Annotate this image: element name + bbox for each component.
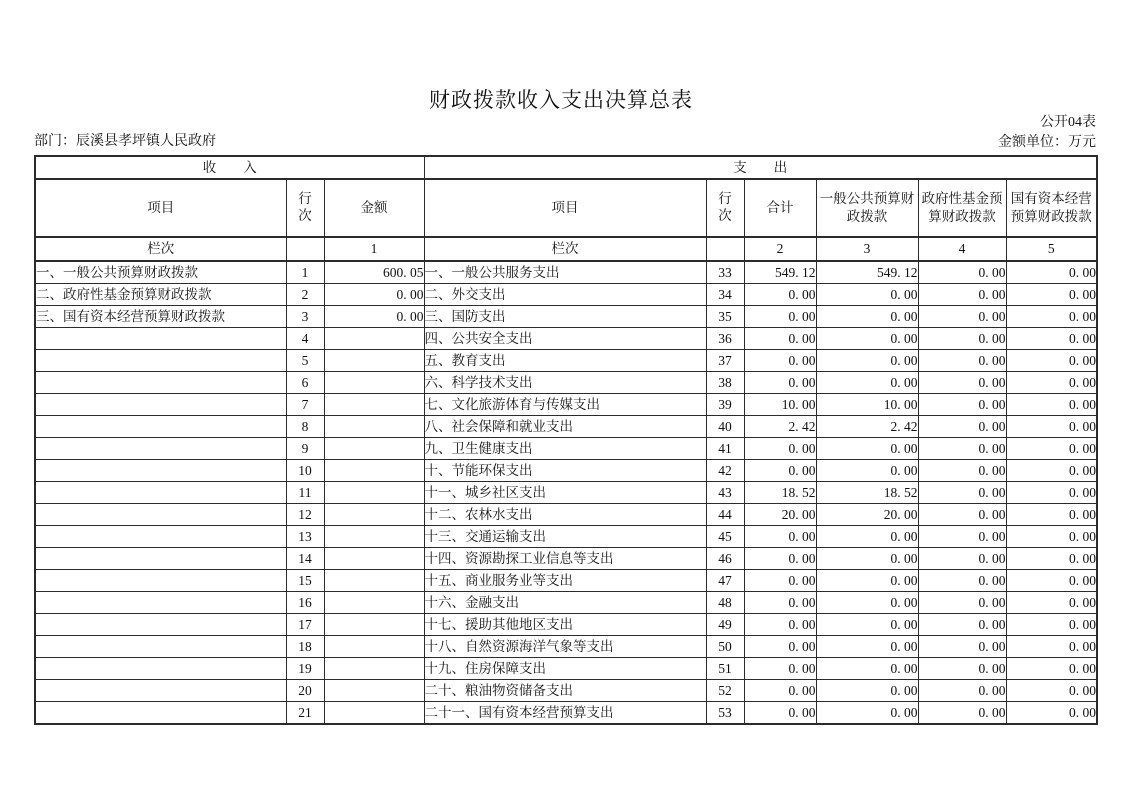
expense-total-cell: 20. 00 xyxy=(744,504,816,526)
department-label: 部门：辰溪县孝坪镇人民政府 xyxy=(34,134,216,149)
general-budget-cell: 20. 00 xyxy=(816,504,918,526)
expense-row-no-cell: 42 xyxy=(706,460,744,482)
table-body xyxy=(35,156,1097,724)
income-row-no-cell: 9 xyxy=(286,438,324,460)
expense-item-cell: 十九、住房保障支出 xyxy=(424,658,706,680)
expense-row-no-cell: 45 xyxy=(706,526,744,548)
state-capital-cell: 0. 00 xyxy=(1006,350,1097,372)
state-capital-cell: 0. 00 xyxy=(1006,614,1097,636)
income-item-cell xyxy=(35,504,286,526)
income-row-no-cell: 7 xyxy=(286,394,324,416)
income-item-cell xyxy=(35,570,286,592)
expense-item-cell: 四、公共安全支出 xyxy=(424,328,706,350)
table-row xyxy=(35,526,1097,548)
state-capital-cell: 0. 00 xyxy=(1006,372,1097,394)
table-row xyxy=(35,306,1097,328)
gov-fund-cell: 0. 00 xyxy=(918,261,1006,284)
expense-total-header: 合计 xyxy=(744,179,816,237)
general-budget-cell: 0. 00 xyxy=(816,680,918,702)
expense-row-no-cell: 50 xyxy=(706,636,744,658)
expense-row-no-cell: 44 xyxy=(706,504,744,526)
income-amount-cell xyxy=(324,680,424,702)
general-budget-cell: 0. 00 xyxy=(816,592,918,614)
expense-item-cell: 十七、援助其他地区支出 xyxy=(424,614,706,636)
table-row xyxy=(35,416,1097,438)
gov-fund-cell: 0. 00 xyxy=(918,438,1006,460)
income-row-no-cell: 8 xyxy=(286,416,324,438)
general-budget-cell: 0. 00 xyxy=(816,702,918,725)
expense-item-cell: 一、一般公共服务支出 xyxy=(424,261,706,284)
state-capital-cell: 0. 00 xyxy=(1006,636,1097,658)
state-capital-cell: 0. 00 xyxy=(1006,328,1097,350)
income-row-no-cell: 3 xyxy=(286,306,324,328)
income-row-no-cell: 4 xyxy=(286,328,324,350)
general-budget-cell: 18. 52 xyxy=(816,482,918,504)
general-budget-cell: 0. 00 xyxy=(816,526,918,548)
expense-item-cell: 十二、农林水支出 xyxy=(424,504,706,526)
expense-row-no-cell: 38 xyxy=(706,372,744,394)
expense-total-cell: 0. 00 xyxy=(744,658,816,680)
income-item-header: 项目 xyxy=(35,179,286,237)
expense-item-cell: 十一、城乡社区支出 xyxy=(424,482,706,504)
state-capital-cell: 0. 00 xyxy=(1006,306,1097,328)
gov-fund-cell: 0. 00 xyxy=(918,570,1006,592)
income-item-cell: 三、国有资本经营预算财政拨款 xyxy=(35,306,286,328)
state-capital-cell: 0. 00 xyxy=(1006,504,1097,526)
gov-fund-cell: 0. 00 xyxy=(918,592,1006,614)
expense-row-no-cell: 53 xyxy=(706,702,744,725)
state-capital-cell: 0. 00 xyxy=(1006,570,1097,592)
expense-total-cell: 0. 00 xyxy=(744,592,816,614)
income-row-no-cell: 10 xyxy=(286,460,324,482)
expense-total-cell: 0. 00 xyxy=(744,328,816,350)
general-budget-cell: 10. 00 xyxy=(816,394,918,416)
expense-item-cell: 七、文化旅游体育与传媒支出 xyxy=(424,394,706,416)
income-item-cell xyxy=(35,702,286,725)
expense-total-cell: 0. 00 xyxy=(744,702,816,725)
gov-fund-cell: 0. 00 xyxy=(918,372,1006,394)
amount-unit-label: 金额单位：万元 xyxy=(998,135,1096,150)
income-amount-cell xyxy=(324,372,424,394)
gov-fund-cell: 0. 00 xyxy=(918,460,1006,482)
expense-total-cell: 0. 00 xyxy=(744,350,816,372)
income-amount-cell xyxy=(324,592,424,614)
income-amount-cell xyxy=(324,658,424,680)
expense-item-cell: 二十一、国有资本经营预算支出 xyxy=(424,702,706,725)
expense-item-cell: 五、教育支出 xyxy=(424,350,706,372)
income-item-cell: 二、政府性基金预算财政拨款 xyxy=(35,284,286,306)
income-item-cell xyxy=(35,460,286,482)
expense-row-no-header-label: 行次 xyxy=(718,191,732,223)
income-item-cell xyxy=(35,680,286,702)
income-item-cell xyxy=(35,592,286,614)
income-amount-cell xyxy=(324,548,424,570)
income-amount-cell xyxy=(324,416,424,438)
income-amount-cell xyxy=(324,614,424,636)
general-budget-header: 一般公共预算财政拨款 xyxy=(816,179,918,237)
general-budget-cell: 0. 00 xyxy=(816,460,918,482)
column-header-row xyxy=(35,179,1097,237)
state-capital-cell: 0. 00 xyxy=(1006,482,1097,504)
expense-item-cell: 八、社会保障和就业支出 xyxy=(424,416,706,438)
income-amount-cell xyxy=(324,394,424,416)
state-capital-cell: 0. 00 xyxy=(1006,526,1097,548)
table-code-label: 公开04表 xyxy=(1040,115,1096,130)
expense-item-cell: 二十、粮油物资储备支出 xyxy=(424,680,706,702)
expense-row-no-cell: 51 xyxy=(706,658,744,680)
income-amount-header: 金额 xyxy=(324,179,424,237)
expense-total-cell: 0. 00 xyxy=(744,614,816,636)
expense-total-cell: 0. 00 xyxy=(744,636,816,658)
gov-fund-cell: 0. 00 xyxy=(918,350,1006,372)
income-item-cell xyxy=(35,482,286,504)
expense-item-cell: 十五、商业服务业等支出 xyxy=(424,570,706,592)
gov-fund-cell: 0. 00 xyxy=(918,328,1006,350)
income-amount-cell xyxy=(324,504,424,526)
state-capital-cell: 0. 00 xyxy=(1006,702,1097,725)
expense-total-cell: 0. 00 xyxy=(744,284,816,306)
page-title: 财政拨款收入支出决算总表 xyxy=(429,88,693,112)
income-item-cell xyxy=(35,350,286,372)
table-row xyxy=(35,658,1097,680)
general-budget-cell: 0. 00 xyxy=(816,438,918,460)
expense-row-no-cell: 40 xyxy=(706,416,744,438)
table-row xyxy=(35,350,1097,372)
income-row-no-cell: 18 xyxy=(286,636,324,658)
empty-cell xyxy=(286,237,324,261)
expense-item-header: 项目 xyxy=(424,179,706,237)
general-budget-cell: 549. 12 xyxy=(816,261,918,284)
expense-total-cell: 10. 00 xyxy=(744,394,816,416)
income-row-no-cell: 11 xyxy=(286,482,324,504)
income-amount-cell xyxy=(324,702,424,725)
income-row-no-cell: 20 xyxy=(286,680,324,702)
state-capital-cell: 0. 00 xyxy=(1006,416,1097,438)
expense-row-no-cell: 36 xyxy=(706,328,744,350)
expense-row-no-cell: 47 xyxy=(706,570,744,592)
general-budget-cell: 0. 00 xyxy=(816,350,918,372)
income-amount-cell xyxy=(324,350,424,372)
expense-row-no-cell: 48 xyxy=(706,592,744,614)
income-item-cell xyxy=(35,526,286,548)
state-capital-header: 国有资本经营预算财政拨款 xyxy=(1006,179,1097,237)
income-row-no-cell: 15 xyxy=(286,570,324,592)
income-amount-cell xyxy=(324,438,424,460)
state-capital-index: 5 xyxy=(1006,237,1097,261)
state-capital-cell: 0. 00 xyxy=(1006,460,1097,482)
general-budget-cell: 0. 00 xyxy=(816,372,918,394)
gov-fund-cell: 0. 00 xyxy=(918,702,1006,725)
table-row xyxy=(35,394,1097,416)
gov-fund-cell: 0. 00 xyxy=(918,680,1006,702)
expense-total-cell: 0. 00 xyxy=(744,680,816,702)
table-row xyxy=(35,680,1097,702)
expense-row-no-cell: 39 xyxy=(706,394,744,416)
expense-item-cell: 三、国防支出 xyxy=(424,306,706,328)
section-header-row xyxy=(35,156,1097,179)
fiscal-summary-table xyxy=(34,155,1098,725)
income-amount-cell xyxy=(324,526,424,548)
table-row xyxy=(35,570,1097,592)
expense-total-index: 2 xyxy=(744,237,816,261)
income-row-no-cell: 12 xyxy=(286,504,324,526)
income-row-no-cell: 19 xyxy=(286,658,324,680)
state-capital-cell: 0. 00 xyxy=(1006,394,1097,416)
income-item-cell xyxy=(35,636,286,658)
expense-total-cell: 0. 00 xyxy=(744,460,816,482)
expense-item-cell: 十四、资源勘探工业信息等支出 xyxy=(424,548,706,570)
state-capital-cell: 0. 00 xyxy=(1006,261,1097,284)
gov-fund-cell: 0. 00 xyxy=(918,548,1006,570)
expense-item-cell: 十、节能环保支出 xyxy=(424,460,706,482)
table-row xyxy=(35,438,1097,460)
table-row xyxy=(35,702,1097,725)
state-capital-cell: 0. 00 xyxy=(1006,438,1097,460)
expense-total-cell: 2. 42 xyxy=(744,416,816,438)
expense-column-index-label: 栏次 xyxy=(424,237,706,261)
income-amount-cell xyxy=(324,636,424,658)
expense-row-no-cell: 43 xyxy=(706,482,744,504)
expense-row-no-cell: 46 xyxy=(706,548,744,570)
income-row-no-cell: 6 xyxy=(286,372,324,394)
general-budget-cell: 0. 00 xyxy=(816,614,918,636)
general-budget-cell: 0. 00 xyxy=(816,328,918,350)
expense-total-cell: 0. 00 xyxy=(744,306,816,328)
income-column-index-label: 栏次 xyxy=(35,237,286,261)
general-budget-cell: 0. 00 xyxy=(816,636,918,658)
expense-item-cell: 二、外交支出 xyxy=(424,284,706,306)
expense-row-no-header xyxy=(706,179,744,237)
income-item-cell xyxy=(35,394,286,416)
table-row xyxy=(35,614,1097,636)
income-amount-cell xyxy=(324,482,424,504)
gov-fund-cell: 0. 00 xyxy=(918,636,1006,658)
table-row xyxy=(35,548,1097,570)
income-row-no-cell: 17 xyxy=(286,614,324,636)
table-row xyxy=(35,328,1097,350)
general-budget-cell: 0. 00 xyxy=(816,570,918,592)
expense-row-no-cell: 49 xyxy=(706,614,744,636)
income-amount-cell xyxy=(324,570,424,592)
income-item-cell xyxy=(35,548,286,570)
expense-row-no-cell: 34 xyxy=(706,284,744,306)
income-item-cell xyxy=(35,658,286,680)
gov-fund-cell: 0. 00 xyxy=(918,614,1006,636)
income-amount-cell: 0. 00 xyxy=(324,306,424,328)
gov-fund-cell: 0. 00 xyxy=(918,526,1006,548)
expense-item-cell: 六、科学技术支出 xyxy=(424,372,706,394)
expense-row-no-cell: 35 xyxy=(706,306,744,328)
gov-fund-cell: 0. 00 xyxy=(918,284,1006,306)
expense-total-cell: 549. 12 xyxy=(744,261,816,284)
state-capital-cell: 0. 00 xyxy=(1006,680,1097,702)
gov-fund-cell: 0. 00 xyxy=(918,306,1006,328)
income-item-cell xyxy=(35,372,286,394)
income-row-no-cell: 2 xyxy=(286,284,324,306)
income-amount-index: 1 xyxy=(324,237,424,261)
income-item-cell xyxy=(35,416,286,438)
gov-fund-cell: 0. 00 xyxy=(918,482,1006,504)
expense-total-cell: 0. 00 xyxy=(744,570,816,592)
expense-item-cell: 十六、金融支出 xyxy=(424,592,706,614)
expense-row-no-cell: 52 xyxy=(706,680,744,702)
expense-item-cell: 十八、自然资源海洋气象等支出 xyxy=(424,636,706,658)
column-index-row xyxy=(35,237,1097,261)
income-amount-cell: 600. 05 xyxy=(324,261,424,284)
income-item-cell xyxy=(35,328,286,350)
expense-section-header: 支 出 xyxy=(424,156,1097,179)
gov-fund-cell: 0. 00 xyxy=(918,416,1006,438)
table-row xyxy=(35,261,1097,284)
income-row-no-header xyxy=(286,179,324,237)
general-budget-cell: 0. 00 xyxy=(816,284,918,306)
empty-cell xyxy=(706,237,744,261)
expense-total-cell: 0. 00 xyxy=(744,526,816,548)
general-budget-cell: 0. 00 xyxy=(816,306,918,328)
income-amount-cell: 0. 00 xyxy=(324,284,424,306)
gov-fund-index: 4 xyxy=(918,237,1006,261)
expense-total-cell: 0. 00 xyxy=(744,438,816,460)
income-amount-cell xyxy=(324,328,424,350)
table-row xyxy=(35,372,1097,394)
income-amount-cell xyxy=(324,460,424,482)
income-section-header: 收 入 xyxy=(35,156,424,179)
table-row xyxy=(35,592,1097,614)
general-budget-cell: 0. 00 xyxy=(816,548,918,570)
gov-fund-header: 政府性基金预算财政拨款 xyxy=(918,179,1006,237)
gov-fund-cell: 0. 00 xyxy=(918,504,1006,526)
expense-row-no-cell: 37 xyxy=(706,350,744,372)
state-capital-cell: 0. 00 xyxy=(1006,658,1097,680)
table-row xyxy=(35,482,1097,504)
expense-row-no-cell: 33 xyxy=(706,261,744,284)
table-row xyxy=(35,460,1097,482)
table-row xyxy=(35,504,1097,526)
expense-row-no-cell: 41 xyxy=(706,438,744,460)
income-item-cell xyxy=(35,438,286,460)
expense-total-cell: 0. 00 xyxy=(744,548,816,570)
income-row-no-cell: 13 xyxy=(286,526,324,548)
general-budget-index: 3 xyxy=(816,237,918,261)
state-capital-cell: 0. 00 xyxy=(1006,284,1097,306)
table-row xyxy=(35,636,1097,658)
gov-fund-cell: 0. 00 xyxy=(918,394,1006,416)
income-item-cell: 一、一般公共预算财政拨款 xyxy=(35,261,286,284)
expense-item-cell: 九、卫生健康支出 xyxy=(424,438,706,460)
expense-total-cell: 18. 52 xyxy=(744,482,816,504)
gov-fund-cell: 0. 00 xyxy=(918,658,1006,680)
state-capital-cell: 0. 00 xyxy=(1006,548,1097,570)
income-row-no-header-label: 行次 xyxy=(298,191,312,223)
state-capital-cell: 0. 00 xyxy=(1006,592,1097,614)
expense-total-cell: 0. 00 xyxy=(744,372,816,394)
income-row-no-cell: 5 xyxy=(286,350,324,372)
general-budget-cell: 0. 00 xyxy=(816,658,918,680)
general-budget-cell: 2. 42 xyxy=(816,416,918,438)
income-row-no-cell: 1 xyxy=(286,261,324,284)
expense-item-cell: 十三、交通运输支出 xyxy=(424,526,706,548)
table-row xyxy=(35,284,1097,306)
income-item-cell xyxy=(35,614,286,636)
income-row-no-cell: 14 xyxy=(286,548,324,570)
income-row-no-cell: 16 xyxy=(286,592,324,614)
income-row-no-cell: 21 xyxy=(286,702,324,725)
